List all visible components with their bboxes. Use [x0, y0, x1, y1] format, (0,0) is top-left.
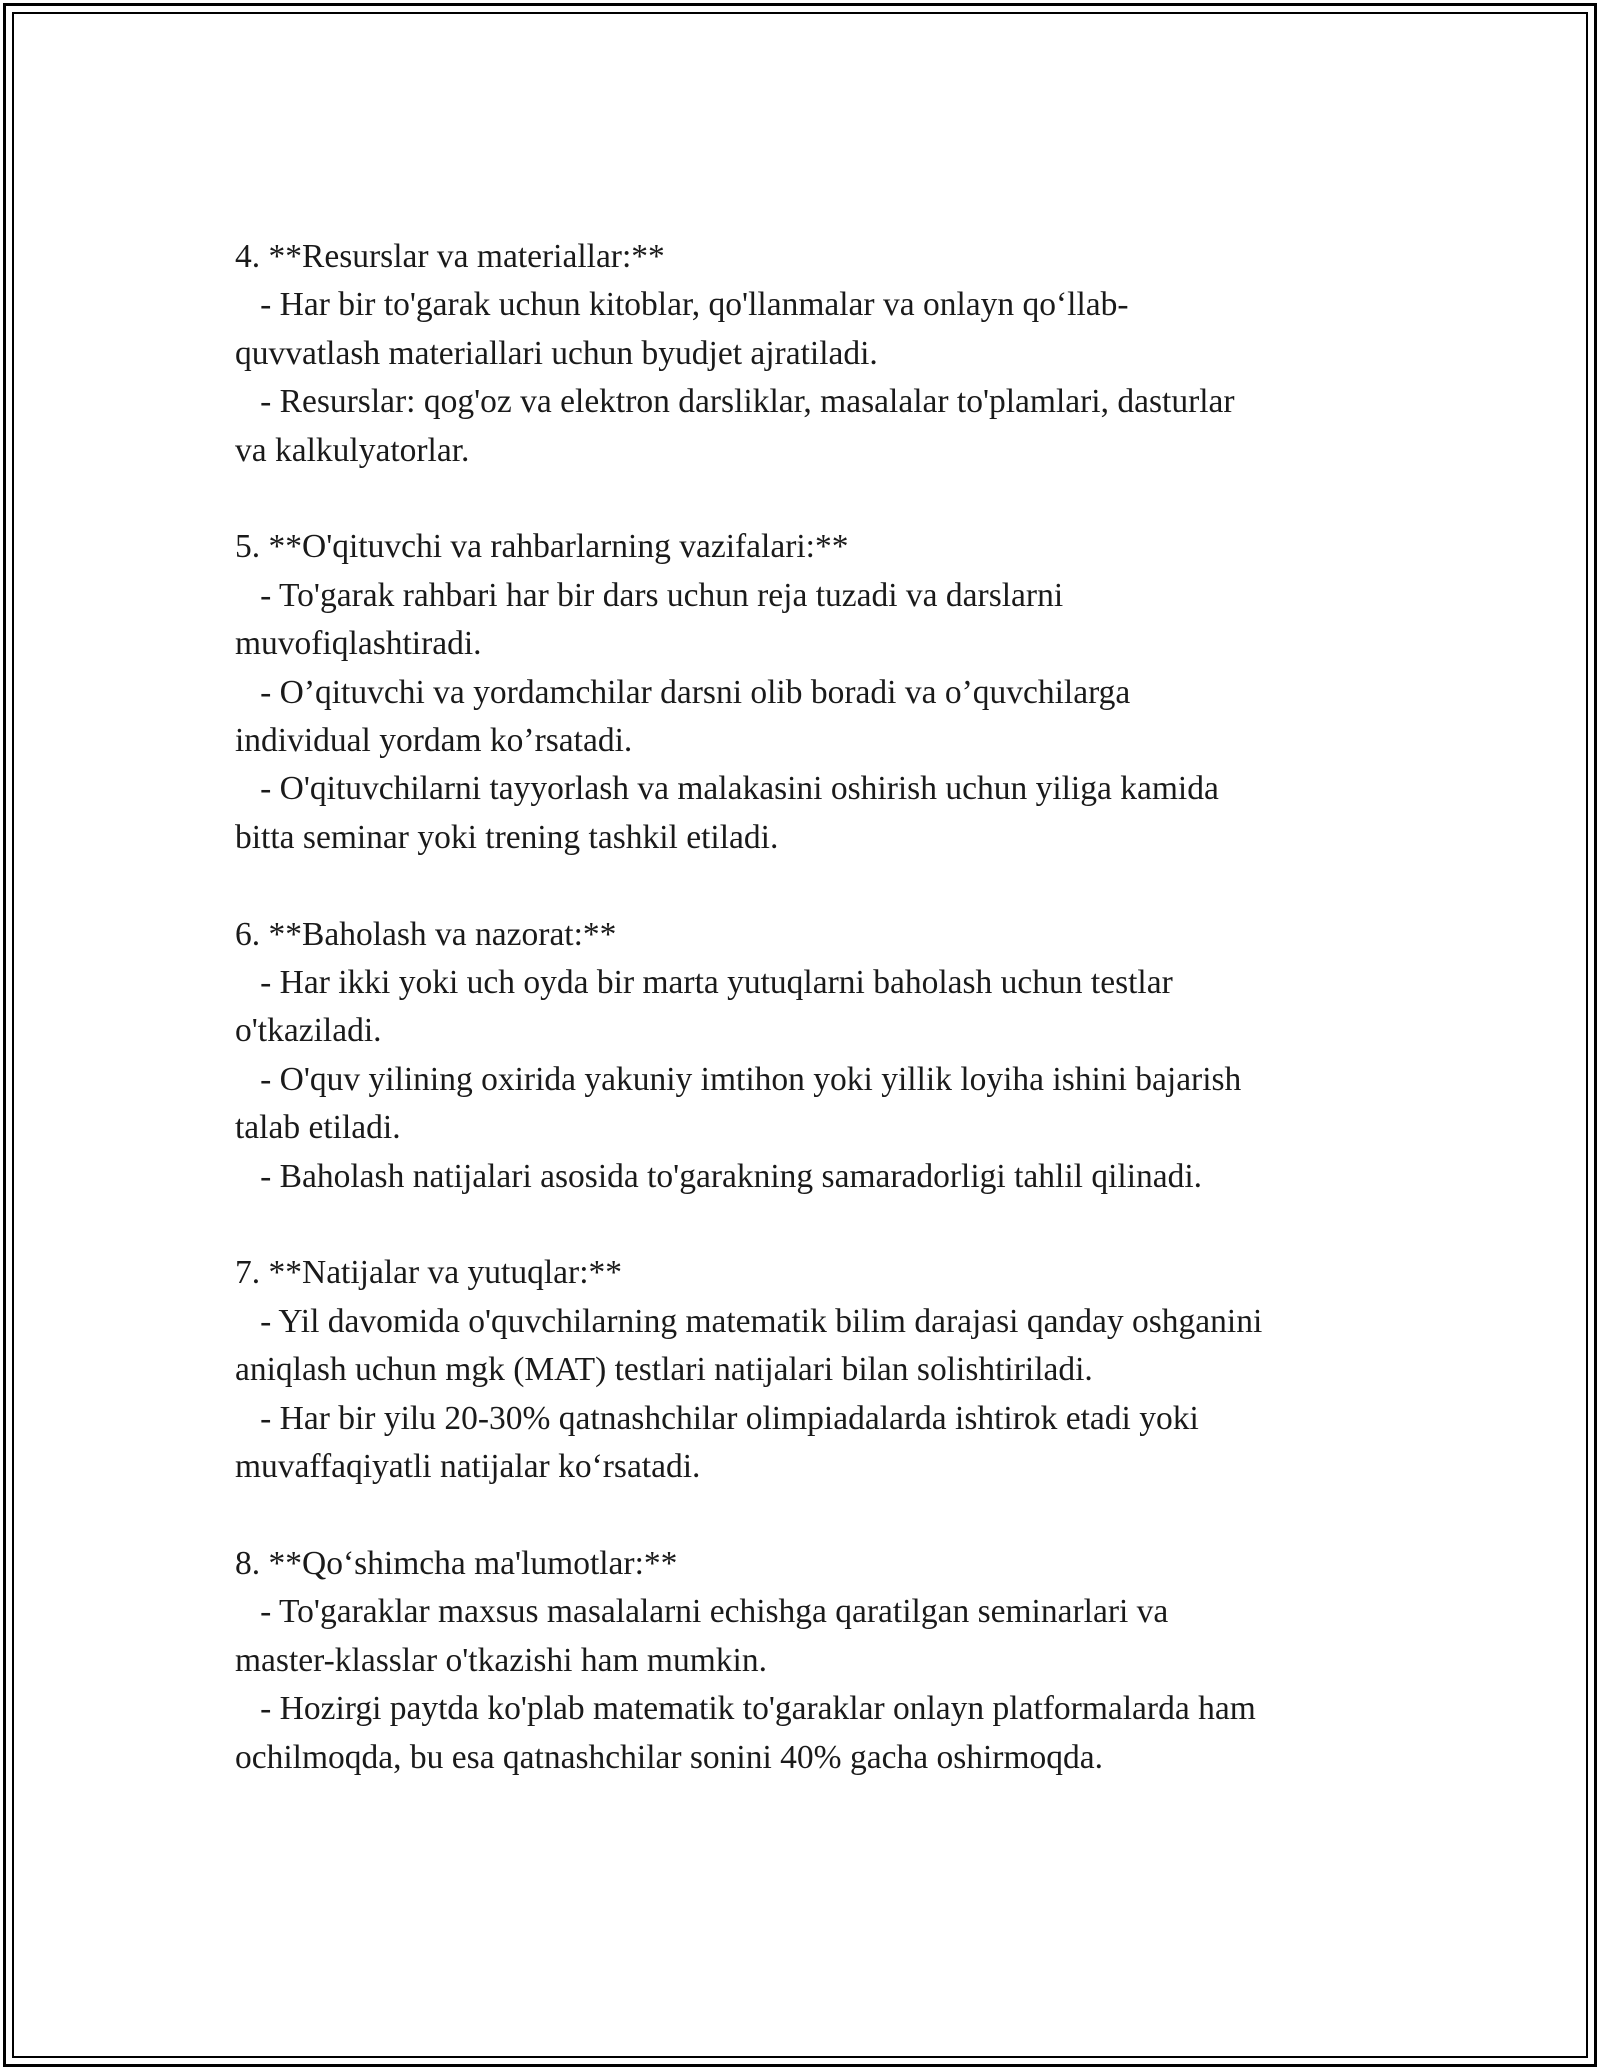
list-item: - O’qituvchi va yordamchilar darsni olib boradi va o’quvchilarga individual yordam ko’rsatadi.	[235, 673, 1131, 760]
list-item: - Har bir yilu 20-30% qatnashchilar olimpiadalarda ishtirok etadi yoki muvaffaqiyatli natijalar ko‘rsatadi.	[235, 1399, 1199, 1486]
list-item: - O'quv yilining oxirida yakuniy imtihon yoki yillik loyiha ishini bajarish talab etiladi.	[235, 1060, 1242, 1147]
section-resources	[235, 233, 1385, 475]
list-item: - Yil davomida o'quvchilarning matematik bilim darajasi qanday oshganini aniqlash uchun mgk (MAT) testlari natijalari bilan solishtiriladi.	[235, 1302, 1263, 1389]
section-teacher-duties	[235, 523, 1385, 862]
section-assessment	[235, 911, 1385, 1201]
list-item: - O'qituvchilarni tayyorlash va malakasini oshirish uchun yiliga kamida bitta seminar yoki trening tashkil etiladi.	[235, 770, 1219, 856]
list-item: - Har bir to'garak uchun kitoblar, qo'llanmalar va onlayn qo‘llab- quvvatlash materiallari uchun byudjet ajratiladi.	[235, 286, 1129, 372]
section-heading: 7. **Natijalar va yutuqlar:**	[235, 1254, 623, 1292]
list-item: - To'garak rahbari har bir dars uchun reja tuzadi va darslarni muvofiqlashtiradi.	[235, 576, 1064, 663]
list-item: - To'garaklar maxsus masalalarni echishga qaratilgan seminarlari va master-klasslar o'tkazishi ham mumkin.	[235, 1593, 1169, 1679]
list-item: - Resurslar: qog'oz va elektron darsliklar, masalalar to'plamlari, dasturlar va kalkulyatorlar.	[235, 383, 1235, 469]
list-item: - Har ikki yoki uch oyda bir marta yutuqlarni baholash uchun testlar o'tkaziladi.	[235, 964, 1173, 1050]
section-results	[235, 1249, 1385, 1491]
section-heading: 6. **Baholash va nazorat:**	[235, 915, 617, 953]
section-heading: 5. **O'qituvchi va rahbarlarning vazifalari:**	[235, 528, 849, 566]
section-heading: 8. **Qo‘shimcha ma'lumotlar:**	[235, 1544, 678, 1582]
list-item: - Hozirgi paytda ko'plab matematik to'garaklar onlayn platformalarda ham ochilmoqda, bu esa qatnashchilar sonini 40% gacha oshirmoqda.	[235, 1690, 1256, 1776]
list-item: - Baholash natijalari asosida to'garakning samaradorligi tahlil qilinadi.	[235, 1157, 1203, 1195]
document-body	[235, 233, 1385, 1830]
section-additional-info	[235, 1540, 1385, 1782]
section-heading: 4. **Resurslar va materiallar:**	[235, 238, 665, 275]
